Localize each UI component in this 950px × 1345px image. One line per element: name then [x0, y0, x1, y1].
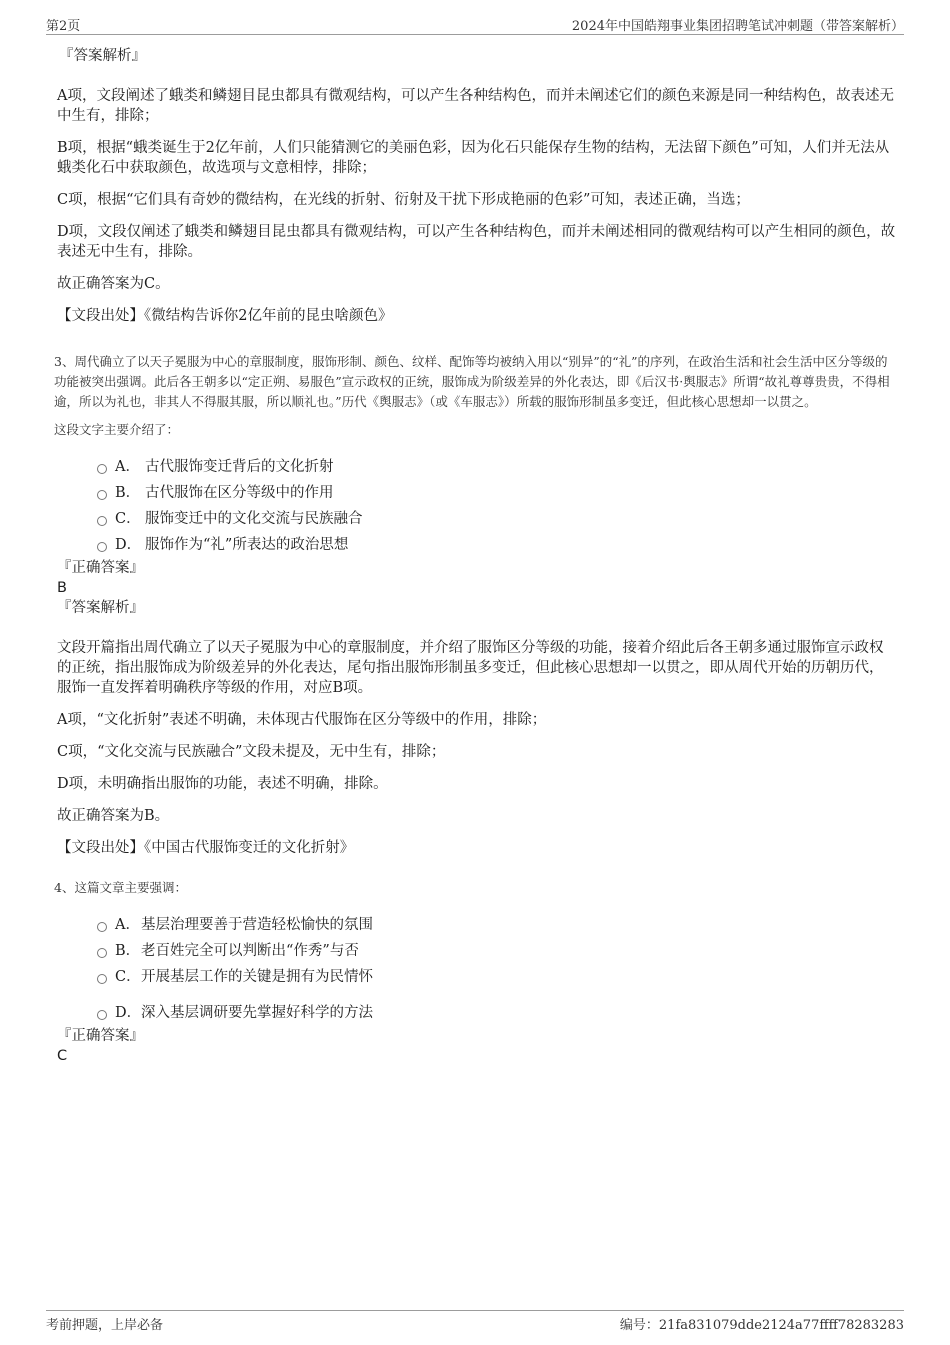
- option-text: 古代服饰在区分等级中的作用: [145, 485, 334, 501]
- page-number: 第2页: [46, 19, 81, 34]
- option-text: 服饰变迁中的文化交流与民族融合: [145, 511, 363, 527]
- q2-analysis-c: C项，根据“它们具有奇妙的微结构，在光线的折射、衍射及干扰下形成艳丽的色彩”可知，表述正确，当选；: [57, 192, 750, 208]
- q3-analysis: 文段开篇指出周代确立了以天子冕服为中心的章服制度，并介绍了服饰区分等级的功能，接着介绍此后各王朝多通过服饰宣示政权的正统，指出服饰成为阶级差异的外化表达，尾句指出服饰形制虽多变迁，但此核心思想却一以贯之，即从周代开始的历朝历代，服饰一直发挥着明确秩序等级的作用，对应B项。: [57, 640, 884, 696]
- q3-answer-label: 『正确答案』: [57, 560, 144, 576]
- radio-button-icon[interactable]: [97, 1010, 107, 1020]
- document-id: 编号：21fa831079dde2124a77ffff78283283: [619, 1318, 904, 1333]
- q3-analysis-d: D项，未明确指出服饰的功能，表述不明确，排除。: [57, 776, 388, 792]
- page-content: [54, 46, 897, 1066]
- q2-analysis-d: D项，文段仅阐述了蛾类和鳞翅目昆虫都具有微观结构，可以产生各种结构色，而并未阐述相同的微观结构可以产生相同的颜色，故表述无中生有，排除。: [57, 224, 896, 260]
- q3-conclusion: 故正确答案为B。: [57, 808, 170, 824]
- q3-stem: 3、周代确立了以天子冕服为中心的章服制度，服饰形制、颜色、纹样、配饰等均被纳入用以“别异”的“礼”的序列，在政治生活和社会生活中区分等级的功能被突出强调。此后各王朝多以“定正朔、易服色”宣示政权的正统，服饰成为阶级差异的外化表达，即《后汉书·舆服志》所谓“故礼尊尊贵贵，不得相逾，所以为礼也，非其人不得服其服，所以顺礼也。”历代《舆服志》（或《车服志》）所载的服饰形制虽多变迁，但此核心思想却一以贯之。: [54, 354, 890, 409]
- q2-source: 【文段出处】《微结构告诉你2亿年前的昆虫啥颜色》: [57, 308, 393, 324]
- q3-answer: B: [57, 580, 67, 596]
- radio-button-icon[interactable]: [97, 948, 107, 958]
- radio-button-icon[interactable]: [97, 464, 107, 474]
- q3-option-b[interactable]: [57, 480, 897, 506]
- option-letter: A．: [115, 459, 140, 475]
- q3-source: 【文段出处】《中国古代服饰变迁的文化折射》: [57, 840, 355, 856]
- q2-conclusion: 故正确答案为C。: [57, 276, 170, 292]
- q4-answer-label: 『正确答案』: [57, 1028, 144, 1044]
- radio-button-icon[interactable]: [97, 974, 107, 984]
- option-text: 服饰作为“礼”所表达的政治思想: [145, 537, 349, 553]
- q4-answer: C: [57, 1048, 68, 1064]
- radio-button-icon[interactable]: [97, 922, 107, 932]
- q3-question: 这段文字主要介绍了：: [54, 422, 180, 437]
- radio-button-icon[interactable]: [97, 516, 107, 526]
- q3-option-c[interactable]: [57, 506, 897, 532]
- q3-analysis-c: C项，“文化交流与民族融合”文段未提及，无中生有，排除；: [57, 744, 446, 760]
- option-letter: C．: [115, 969, 141, 985]
- option-letter: B．: [115, 485, 141, 501]
- q4-option-d[interactable]: [57, 1000, 897, 1026]
- q2-analysis-label: 『答案解析』: [59, 48, 146, 64]
- option-text: 开展基层工作的关键是拥有为民情怀: [141, 969, 373, 985]
- q4-option-c[interactable]: [57, 964, 897, 990]
- document-title: 2024年中国皓翔事业集团招聘笔试冲刺题（带答案解析）: [571, 19, 904, 34]
- option-letter: A．: [115, 917, 140, 933]
- q3-option-a[interactable]: [57, 454, 897, 480]
- option-letter: B．: [115, 943, 141, 959]
- q3-option-d[interactable]: [57, 532, 897, 558]
- page-header: [46, 14, 904, 35]
- option-letter: D．: [115, 1005, 142, 1021]
- radio-button-icon[interactable]: [97, 490, 107, 500]
- q4-stem: 4、这篇文章主要强调：: [54, 880, 187, 895]
- page-footer: [46, 1310, 904, 1335]
- radio-button-icon[interactable]: [97, 542, 107, 552]
- option-text: 基层治理要善于营造轻松愉快的氛围: [141, 917, 373, 933]
- option-letter: C．: [115, 511, 141, 527]
- q3-analysis-a: A项，“文化折射”表述不明确，未体现古代服饰在区分等级中的作用，排除；: [57, 712, 547, 728]
- q3-analysis-label: 『答案解析』: [57, 600, 144, 616]
- q4-option-b[interactable]: [57, 938, 897, 964]
- footer-slogan: 考前押题，上岸必备: [46, 1318, 164, 1333]
- option-text: 古代服饰变迁背后的文化折射: [145, 459, 334, 475]
- option-text: 深入基层调研要先掌握好科学的方法: [141, 1005, 373, 1021]
- q4-option-a[interactable]: [57, 912, 897, 938]
- option-letter: D．: [115, 537, 142, 553]
- q2-analysis-a: A项，文段阐述了蛾类和鳞翅目昆虫都具有微观结构，可以产生各种结构色，而并未阐述它们的颜色来源是同一种结构色，故表述无中生有，排除；: [57, 88, 894, 124]
- q2-analysis-b: B项，根据“蛾类诞生于2亿年前，人们只能猜测它的美丽色彩，因为化石只能保存生物的结构，无法留下颜色”可知，人们并无法从蛾类化石中获取颜色，故选项与文意相悖，排除；: [57, 140, 890, 176]
- option-text: 老百姓完全可以判断出“作秀”与否: [141, 943, 359, 959]
